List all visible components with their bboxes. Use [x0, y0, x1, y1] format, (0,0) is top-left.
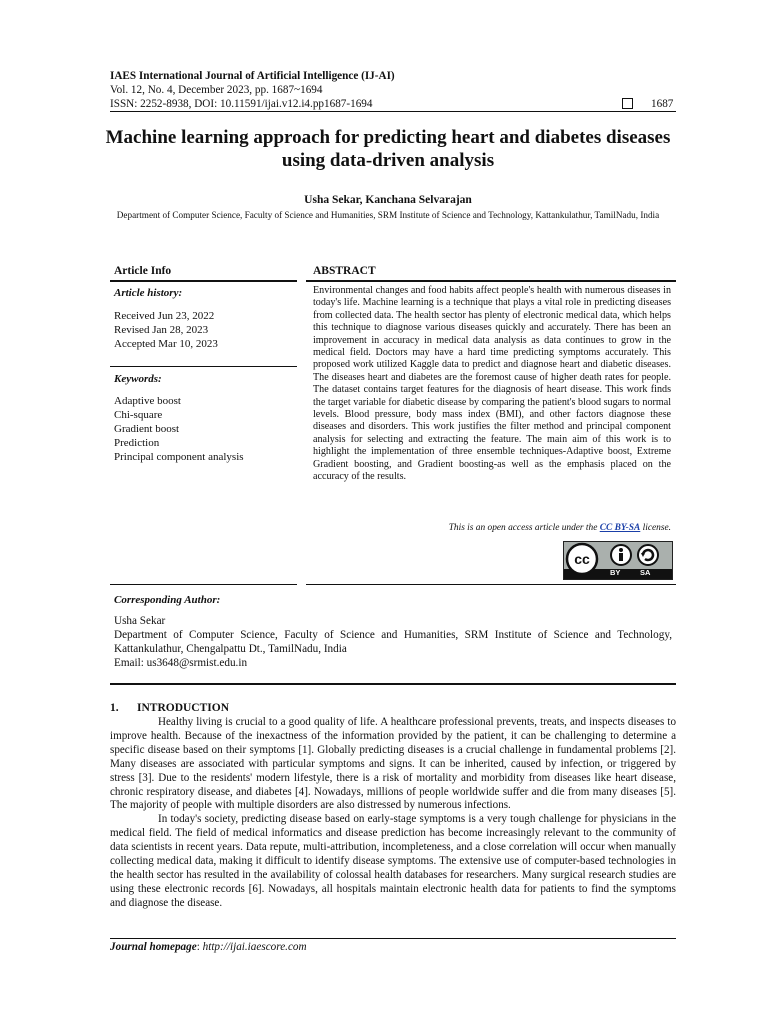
intro-body	[110, 716, 676, 911]
paper-title: Machine learning approach for predicting heart and diabetes diseases using data-driven analysis	[105, 127, 671, 171]
keyword: Prediction	[114, 437, 160, 449]
homepage-url[interactable]: http://ijai.iaescore.com	[202, 941, 307, 953]
history-label: Article history:	[114, 287, 183, 299]
rule-right-top	[306, 280, 676, 282]
abstract-heading: ABSTRACT	[313, 265, 376, 277]
homepage-label: Journal homepage	[110, 941, 197, 953]
affiliation: Department of Computer Science, Faculty of Science and Humanities, SRM Institute of Science and Technology, Kattankulathur, TamilNadu, India	[116, 210, 660, 220]
keyword: Gradient boost	[114, 423, 180, 435]
history-dates	[114, 309, 218, 351]
rule-left-mid	[110, 366, 297, 367]
rule-right-bottom	[306, 584, 676, 585]
oa-prefix: This is an open access article under the	[448, 523, 600, 533]
svg-text:cc: cc	[574, 551, 590, 567]
cc-by-label: BY	[610, 568, 621, 577]
cc-sa-label: SA	[640, 568, 651, 577]
accepted-date: Accepted Mar 10, 2023	[114, 338, 218, 350]
footer-rule	[110, 938, 676, 939]
homepage-separator: :	[196, 941, 200, 953]
journal-homepage	[110, 941, 307, 953]
keyword: Adaptive boost	[114, 395, 181, 407]
keywords-list	[114, 394, 244, 464]
journal-name: IAES International Journal of Artificial Intelligence (IJ-AI)	[110, 70, 395, 82]
square-icon	[622, 98, 633, 109]
keyword: Chi-square	[114, 409, 163, 421]
issn-doi: ISSN: 2252-8938, DOI: 10.11591/ijai.v12.i4.pp1687-1694	[110, 98, 373, 110]
page-number: 1687	[651, 98, 674, 110]
intro-paragraph-2: In today's society, predicting disease based on early-stage symptoms is a very tough challenge for physicians in the medical field. The field of medical informatics and disease prediction has become increasingly relevant to the community of data scientists in recent years. Data repute, multi-attribution, incompleteness, and a close correlation will occur when manually collecting medical data, making it difficult to identify disease symptoms. The extensive use of computer-based technologies in the health sector has resulted in the availability of colossal health databases for researchers. Many surgical research studies are using these electronic records [6]. Nowadays, all hospitals maintain electronic health data for patients to find the symptoms and diagnose the disease.	[110, 813, 676, 909]
open-access-note	[313, 523, 671, 533]
abstract-text: Environmental changes and food habits affect people's health with numerous diseases in today's life. Machine learning is a technique that plays a vital role in predicting diseases from collected data. The health sector has plenty of electronic medical data, which helps this technique to diagnose various diseases quickly and accurately. There has been an improvement in accuracy in medical data analysis as data continues to grow in the medical field. Doctors may have a hard time predicting symptoms accurately. This proposed work utilized Kaggle data to predict and diagnose heart and diabetic diseases. The diseases heart and diabetes are the foremost cause of higher death rates for people. The dataset contains target features for the diagnosis of heart disease. This work finds the target variable for diabetic disease by comparing the patient's blood sugars to normal levels. Blood pressure, body mass index (BMI), and other factors diagnose these diseases and disorders. This work justifies the filter method and principal component analysis for selecting and extracting the feature. The main aim of this work is to highlight the implementation of three ensemble techniques-Adaptive boost, Extreme Gradient boosting, and Gradient boosting-as well as the emphasis placed on the accuracy of the results.	[313, 285, 671, 483]
corresponding-dept: Department of Computer Science, Faculty of Science and Humanities, SRM Institute of Science and Technology, Kattankulathur, Chengalpattu Dt., TamilNadu, India	[114, 629, 672, 655]
rule-left-top	[110, 280, 297, 282]
intro-paragraph-1: Healthy living is crucial to a good quality of life. A healthcare professional prevents, treats, and inspects diseases to improve health. Because of the inexactness of the information provided by the patient, it can be challenging to determine a specific disease based on their symptoms [1]. Globally predicting diseases is a crucial challenge in fundamental problems [2]. Many diseases are associated with particular symptoms and signs. It can be inherited, caused by infection, or triggered by stress [3]. Due to the residents' modern lifestyle, there is a risk of mortality and morbidity from diseases like heart disease, chronic respiratory disease, and diabetes [4]. Nowadays, millions of people worldwide suffer and die from many diseases [5]. The majority of people with multiple disorders are also distressed by numerous infections.	[110, 716, 676, 812]
corresponding-label: Corresponding Author:	[114, 594, 221, 606]
authors: Usha Sekar, Kanchana Selvarajan	[304, 194, 472, 206]
article-info-heading: Article Info	[114, 265, 172, 277]
cc-license-badge[interactable]	[563, 541, 673, 580]
cc-by-sa-link[interactable]: CC BY-SA	[599, 523, 641, 533]
rule-left-bottom	[110, 584, 297, 585]
volume-info: Vol. 12, No. 4, December 2023, pp. 1687~1694	[110, 84, 323, 96]
rule-corr-bottom	[110, 683, 676, 685]
keywords-label: Keywords:	[114, 373, 162, 385]
keyword: Principal component analysis	[114, 451, 244, 463]
revised-date: Revised Jan 28, 2023	[114, 324, 209, 336]
corresponding-name: Usha Sekar	[114, 615, 166, 627]
section-heading: INTRODUCTION	[137, 702, 230, 714]
oa-suffix: license.	[640, 523, 671, 533]
corresponding-email: Email: us3648@srmist.edu.in	[114, 657, 248, 669]
section-number: 1.	[110, 702, 119, 714]
received-date: Received Jun 23, 2022	[114, 310, 215, 322]
header-rule	[110, 111, 676, 112]
